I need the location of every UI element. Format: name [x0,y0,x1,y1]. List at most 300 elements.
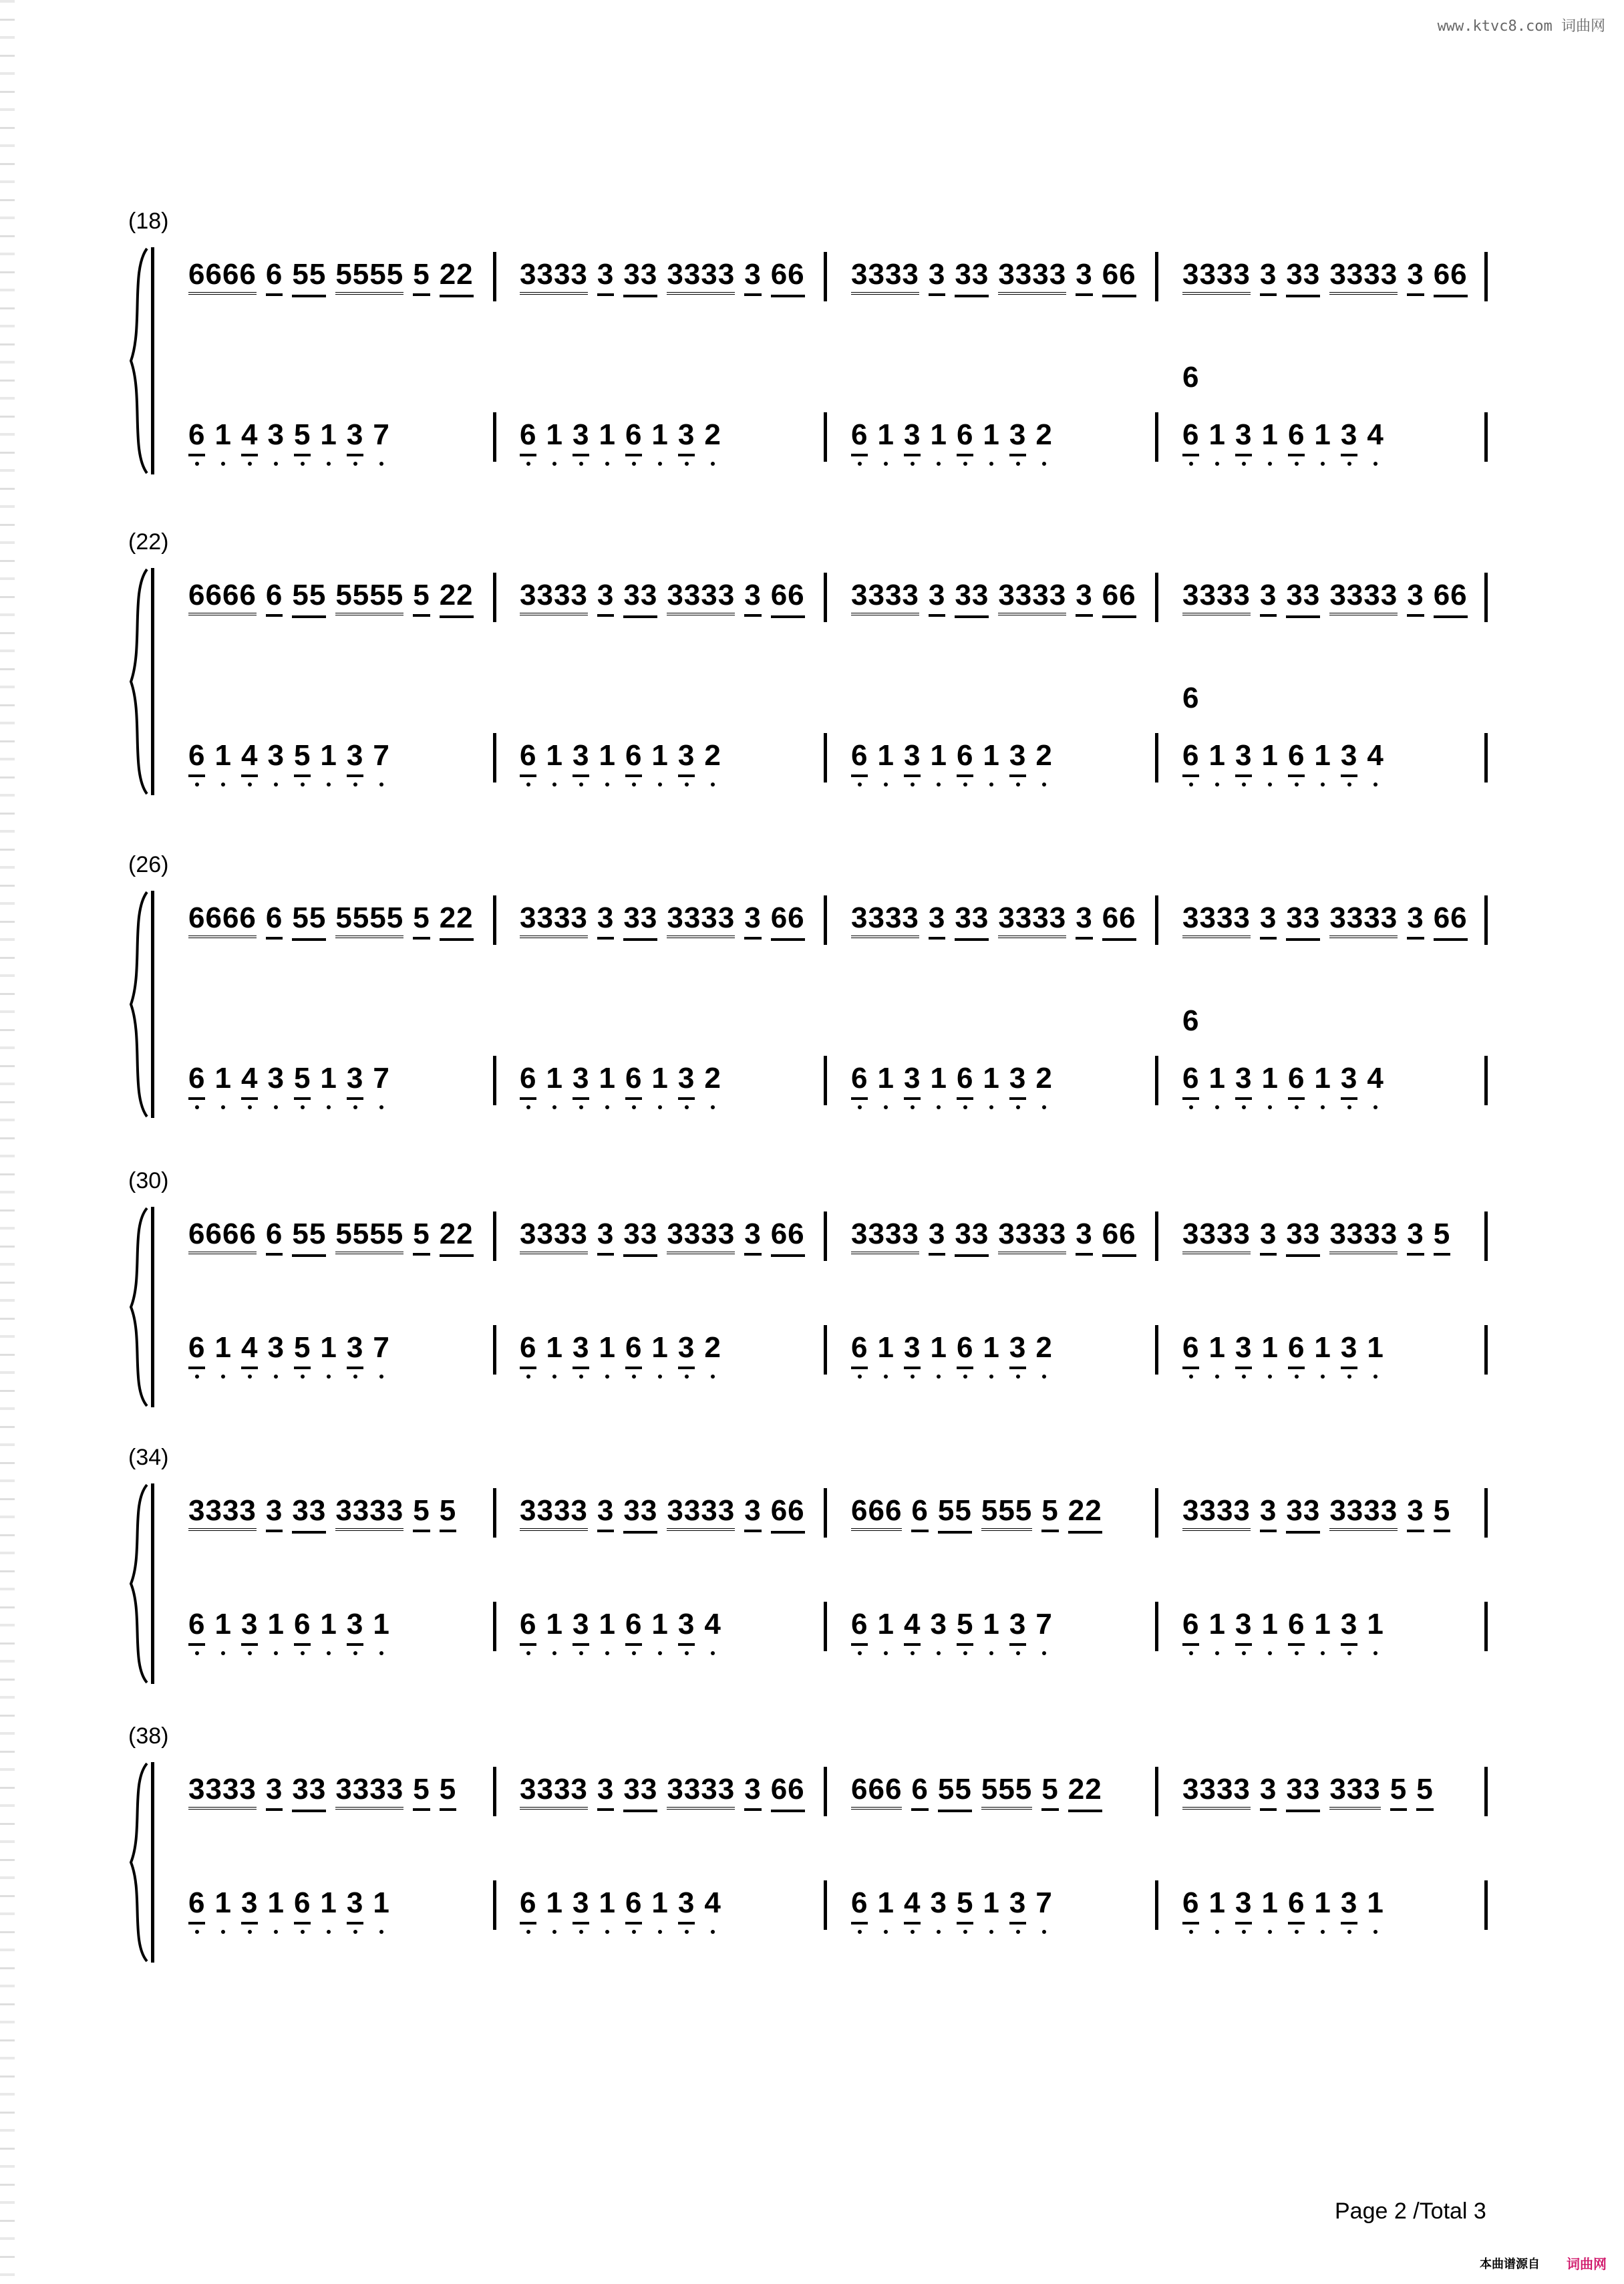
low-octave-dot [552,782,556,787]
low-octave-dot [685,782,689,787]
bass-note: 6 [188,738,205,777]
low-octave-dot [685,1930,689,1934]
low-octave-dot [1347,782,1351,787]
bass-note: 3 [1009,418,1026,456]
melody-note-group: 3 [266,1493,283,1532]
low-octave-dot [274,462,278,466]
upper-staff-measure [188,578,474,617]
measure-barline [1155,573,1158,622]
measure-barline [1484,1211,1488,1261]
melody-note-group: 555 [981,1772,1032,1810]
melody-note-group: 3333 [1329,1493,1398,1531]
low-octave-dot [989,1651,993,1655]
low-octave-dot [1295,1651,1299,1655]
low-octave-dot [526,1930,530,1934]
lower-staff-measure [851,1886,1053,1924]
bass-note: 1 [1367,1886,1384,1920]
melody-note-group: 5 [440,1772,456,1811]
bass-note: 1 [983,1330,999,1365]
bass-note: 1 [651,738,668,773]
measure-barline [824,1602,827,1651]
melody-note-group: 33 [955,1218,989,1250]
low-octave-dot [1268,1651,1272,1655]
low-octave-dot [1215,1375,1219,1379]
bass-note: 7 [373,1061,389,1096]
low-octave-dot [1321,1651,1325,1655]
bass-note: 6 [851,1061,868,1100]
lower-staff-measure [851,1607,1053,1646]
low-octave-dot [884,1930,888,1934]
low-octave-dot [911,1930,915,1934]
low-octave-dot [379,782,383,787]
measure-barline [1155,733,1158,782]
melody-note-group: 33 [955,258,989,291]
system-barline [151,247,154,474]
melody-note-group: 3333 [188,1493,257,1531]
low-octave-dot [1295,1375,1299,1379]
low-octave-dot [327,1651,331,1655]
melody-note-group: 5 [413,1772,430,1811]
low-octave-dot [221,1651,225,1655]
melody-note-group: 55 [292,579,327,611]
melody-note-group: 3333 [667,578,735,615]
low-octave-dot [552,1651,556,1655]
low-octave-dot [1016,1651,1020,1655]
brace-shape [127,247,151,474]
low-octave-dot [963,782,967,787]
bass-note: 1 [214,1607,231,1642]
low-octave-dot [1215,1651,1219,1655]
low-octave-dot [579,1930,583,1934]
melody-note-group: 5555 [335,578,403,615]
bass-note: 3 [347,1607,363,1646]
upper-staff-measure [188,901,474,940]
low-octave-dot [858,782,862,787]
low-octave-dot [685,1375,689,1379]
melody-note-group: 3 [266,1772,283,1811]
low-octave-dot [1189,462,1193,466]
melody-note-group: 3333 [520,257,588,295]
melody-note-group: 3333 [188,1772,257,1810]
bass-note: 3 [1341,1061,1357,1100]
bass-note: 6 [851,1330,868,1369]
low-octave-dot [1268,1375,1272,1379]
measure-barline [1155,252,1158,301]
low-octave-dot [353,1105,357,1109]
measure-number: (30) [128,1168,169,1193]
bass-note: 6 [188,418,205,456]
bass-note: 3 [678,1607,695,1646]
melody-note-group: 5 [1434,1217,1450,1256]
low-octave-dot [963,462,967,466]
melody-note-group: 33 [292,1494,327,1527]
measure-barline [1484,1056,1488,1105]
low-octave-dot [711,1930,715,1934]
measure-barline [1155,1767,1158,1816]
melody-note-group: 3333 [998,578,1066,615]
bass-note: 6 [957,738,973,777]
low-octave-dot [711,1375,715,1379]
low-octave-dot [658,1651,662,1655]
measure-number: (18) [128,208,169,234]
melody-note-group: 3 [1076,578,1092,617]
bass-note: 1 [214,1330,231,1365]
measure-barline [1155,895,1158,945]
lower-staff-measure [520,1061,721,1100]
chord-upper-note: 6 [1182,1004,1200,1037]
bass-note: 1 [320,1607,337,1642]
melody-note-group: 3 [1260,901,1277,940]
system-barline [151,568,154,795]
measure-barline [1155,1211,1158,1261]
bass-note: 6 [520,1330,536,1369]
upper-staff-measure [851,1772,1102,1811]
lower-staff-measure [188,1607,390,1646]
low-octave-dot [248,1930,252,1934]
low-octave-dot [1189,782,1193,787]
bass-note: 3 [904,1330,921,1369]
bass-note: 3 [1235,1607,1252,1646]
measure-barline [1484,1880,1488,1930]
low-octave-dot [301,1930,305,1934]
measure-barline [824,252,827,301]
bass-note: 6 [520,1886,536,1924]
lower-staff-measure [1182,1886,1384,1924]
low-octave-dot [248,782,252,787]
bass-note: 6 [1182,1330,1199,1369]
low-octave-dot [884,1375,888,1379]
bass-note: 4 [241,1330,258,1369]
melody-note-group: 3 [1407,1217,1424,1256]
measure-number: (34) [128,1445,169,1470]
bass-note: 1 [214,418,231,452]
low-octave-dot [379,1105,383,1109]
low-octave-dot [1295,782,1299,787]
low-octave-dot [1321,1375,1325,1379]
measure-barline [1155,1602,1158,1651]
bass-note: 6 [520,418,536,456]
bass-note: 3 [1235,418,1252,456]
bass-note: 1 [877,738,894,773]
low-octave-dot [195,462,199,466]
low-octave-dot [605,1375,609,1379]
brace-shape [127,1483,151,1684]
melody-note-group: 33 [1286,579,1321,611]
melody-note-group: 3333 [1182,578,1251,615]
bass-note: 1 [599,1607,615,1642]
low-octave-dot [1373,1105,1377,1109]
melody-note-group: 3333 [1182,901,1251,938]
bass-note: 6 [851,1607,868,1646]
melody-note-group: 3333 [851,578,919,615]
bass-note: 1 [1367,1330,1384,1365]
bass-note: 7 [1035,1886,1052,1920]
low-octave-dot [274,1930,278,1934]
melody-note-group: 6 [266,578,283,617]
low-octave-dot [685,462,689,466]
measure-barline [1155,1880,1158,1930]
melody-note-group: 3 [1076,257,1092,296]
low-octave-dot [353,1651,357,1655]
low-octave-dot [937,462,941,466]
melody-note-group: 66 [1433,901,1468,934]
bass-note: 3 [573,738,589,777]
bass-note: 2 [704,738,721,773]
low-octave-dot [658,462,662,466]
lower-staff-measure [520,1886,721,1924]
low-octave-dot [1189,1375,1193,1379]
bass-note: 1 [651,1886,668,1920]
melody-note-group: 33 [623,901,658,934]
bass-note: 1 [1208,418,1225,452]
bass-note: 1 [1208,1886,1225,1920]
bass-note: 1 [267,1607,284,1642]
bass-note: 1 [983,1886,999,1920]
bass-note: 1 [546,1061,562,1096]
bass-note: 1 [1208,738,1225,773]
low-octave-dot [274,782,278,787]
bass-note: 3 [1235,738,1252,777]
bass-note: 3 [1009,1607,1026,1646]
low-octave-dot [1373,1375,1377,1379]
low-octave-dot [327,1375,331,1379]
low-octave-dot [1268,782,1272,787]
lower-staff-measure [851,1061,1053,1100]
bass-note: 7 [373,418,389,452]
bass-note: 2 [1035,1330,1052,1365]
low-octave-dot [963,1930,967,1934]
bass-note: 5 [957,1886,973,1924]
low-octave-dot [711,462,715,466]
melody-note-group: 3333 [335,1772,403,1810]
bass-note: 3 [678,1886,695,1924]
low-octave-dot [1268,1930,1272,1934]
bass-note: 1 [1314,1607,1331,1642]
melody-note-group: 3333 [520,901,588,938]
melody-note-group: 66 [1433,579,1468,611]
melody-note-group: 66 [770,1494,805,1527]
bass-note: 1 [214,1061,231,1096]
bass-note: 6 [625,418,642,456]
bass-note: 3 [678,1061,695,1100]
bass-note: 3 [1235,1330,1252,1369]
low-octave-dot [221,782,225,787]
upper-staff-measure [520,578,805,617]
bass-note: 3 [1341,1886,1357,1924]
melody-note-group: 33 [1286,258,1321,291]
low-octave-dot [685,1105,689,1109]
bass-note: 1 [1314,738,1331,773]
melody-note-group: 3333 [1329,1217,1398,1254]
site-logo-text: 词曲网 [1567,2257,1607,2272]
bass-note: 6 [625,1607,642,1646]
measure-number: (22) [128,529,169,555]
bass-note: 3 [347,1886,363,1924]
bass-note: 6 [1182,1061,1199,1100]
melody-note-group: 33 [623,1218,658,1250]
bass-note: 1 [1314,1886,1331,1920]
bass-note: 6 [957,1061,973,1100]
lower-staff-measure [188,1330,390,1369]
grand-staff-brace [127,1762,151,1966]
bass-note: 1 [320,738,337,773]
low-octave-dot [379,1651,383,1655]
melody-note-group: 3333 [1182,1772,1251,1810]
melody-note-group: 66 [770,579,805,611]
upper-staff-measure [851,1493,1102,1532]
bass-note: 6 [625,1886,642,1924]
bass-note: 3 [1009,1061,1026,1100]
low-octave-dot [327,782,331,787]
bass-note: 3 [1235,1886,1252,1924]
measure-barline [493,1211,496,1261]
measure-barline [493,733,496,782]
low-octave-dot [1321,1930,1325,1934]
melody-note-group: 666 [851,1493,902,1531]
melody-note-group: 6666 [188,578,257,615]
low-octave-dot [911,462,915,466]
bass-note: 6 [188,1061,205,1100]
low-octave-dot [1242,782,1246,787]
upper-staff-measure [188,1217,474,1256]
lower-staff-measure [851,738,1053,777]
melody-note-group: 3333 [520,1772,588,1810]
bass-note: 3 [678,1330,695,1369]
bass-note: 3 [241,1886,258,1924]
low-octave-dot [301,462,305,466]
low-octave-dot [301,1651,305,1655]
low-octave-dot [858,1105,862,1109]
melody-note-group: 3333 [1329,257,1398,295]
measure-barline [1484,1767,1488,1816]
bass-note: 1 [267,1886,284,1920]
low-octave-dot [1042,462,1046,466]
bass-note: 1 [983,1061,999,1096]
measure-barline [1484,733,1488,782]
upper-staff-measure [188,1493,456,1532]
lower-staff-measure [188,738,390,777]
low-octave-dot [327,1105,331,1109]
melody-note-group: 3 [597,1493,614,1532]
bass-note: 3 [930,1607,947,1642]
melody-note-group: 3 [1407,257,1424,296]
low-octave-dot [989,1375,993,1379]
bass-note: 1 [877,1886,894,1920]
low-octave-dot [1347,462,1351,466]
low-octave-dot [379,1930,383,1934]
melody-note-group: 3333 [667,1217,735,1254]
melody-note-group: 66 [1102,1218,1136,1250]
melody-note-group: 55 [937,1494,972,1527]
measure-barline [824,733,827,782]
bass-note: 3 [1341,418,1357,456]
bass-note: 3 [347,418,363,456]
melody-note-group: 3333 [1329,901,1398,938]
low-octave-dot [685,1651,689,1655]
bass-note: 1 [546,1330,562,1365]
melody-note-group: 3333 [851,1217,919,1254]
melody-note-group: 3 [1407,901,1424,940]
low-octave-dot [526,462,530,466]
low-octave-dot [552,1930,556,1934]
melody-note-group: 22 [1068,1773,1102,1806]
low-octave-dot [1042,1930,1046,1934]
melody-note-group: 33 [292,1773,327,1806]
low-octave-dot [911,1375,915,1379]
low-octave-dot [327,1930,331,1934]
lower-staff-measure [188,418,390,456]
measure-barline [493,1880,496,1930]
low-octave-dot [937,1651,941,1655]
lower-staff-measure [1182,1061,1384,1100]
upper-staff-measure [851,901,1136,940]
bass-note: 1 [546,418,562,452]
melody-note-group: 333 [1329,1772,1380,1810]
low-octave-dot [858,1375,862,1379]
low-octave-dot [552,1375,556,1379]
upper-staff-measure [188,1772,456,1811]
low-octave-dot [1242,462,1246,466]
bass-note: 6 [294,1886,311,1924]
low-octave-dot [579,782,583,787]
brace-shape [127,1207,151,1407]
bass-note: 6 [1182,1886,1199,1924]
melody-note-group: 3 [1407,1493,1424,1532]
bass-note: 3 [573,418,589,456]
bass-note: 1 [877,1061,894,1096]
measure-barline [824,1211,827,1261]
melody-note-group: 3333 [851,257,919,295]
lower-staff-measure [520,418,721,456]
melody-note-group: 33 [623,579,658,611]
low-octave-dot [605,782,609,787]
low-octave-dot [605,462,609,466]
melody-note-group: 3 [929,1217,945,1256]
low-octave-dot [711,1105,715,1109]
bass-note: 5 [294,1061,311,1100]
melody-note-group: 5 [1041,1493,1058,1532]
low-octave-dot [884,1105,888,1109]
low-octave-dot [526,1105,530,1109]
bass-note: 1 [1261,418,1278,452]
bass-note: 3 [1341,738,1357,777]
low-octave-dot [1189,1105,1193,1109]
measure-barline [824,1488,827,1538]
melody-note-group: 5 [413,1493,430,1532]
low-octave-dot [579,1651,583,1655]
measure-barline [1484,1602,1488,1651]
low-octave-dot [632,1105,636,1109]
low-octave-dot [658,1375,662,1379]
melody-note-group: 6 [266,1217,283,1256]
grand-staff-brace [127,891,151,1121]
bass-note: 1 [877,1330,894,1365]
upper-staff-measure [520,1493,805,1532]
measure-barline [493,1325,496,1375]
melody-note-group: 5 [1416,1772,1433,1811]
measure-barline [824,412,827,462]
measure-barline [824,895,827,945]
melody-note-group: 55 [937,1773,972,1806]
chord-upper-note: 6 [1182,361,1200,394]
melody-note-group: 3333 [520,578,588,615]
low-octave-dot [195,1651,199,1655]
melody-note-group: 33 [1286,1218,1321,1250]
low-octave-dot [605,1105,609,1109]
measure-barline [1484,252,1488,301]
measure-barline [493,1056,496,1105]
low-octave-dot [353,1375,357,1379]
